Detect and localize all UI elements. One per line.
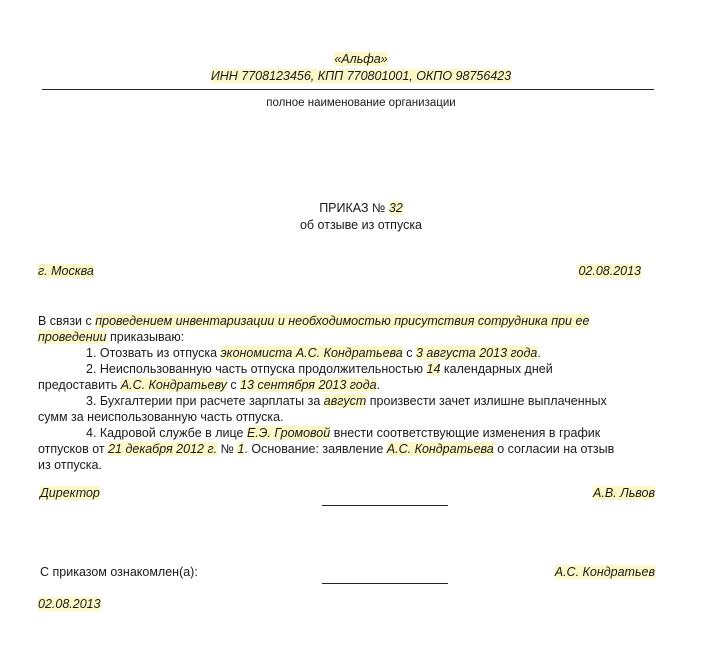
body-item-3b: сумм за неиспользованную часть отпуска. — [38, 410, 284, 424]
director-name: А.В. Львов — [593, 486, 655, 500]
body-item-3a: 3. Бухгалтерии при расчете зарплаты за август произвести зачет излишне выплаченных — [86, 394, 607, 408]
body-item-2b: предоставить А.С. Кондратьеву с 13 сентября 2013 года. — [38, 378, 381, 392]
body-item-1: 1. Отозвать из отпуска экономиста А.С. Кондратьева с 3 августа 2013 года. — [86, 346, 541, 360]
director-title: Директор — [40, 486, 100, 500]
ack-signature-line — [322, 583, 448, 584]
org-underline — [42, 89, 654, 90]
ack-name: А.С. Кондратьев — [554, 565, 655, 579]
director-signature-line — [322, 505, 448, 506]
body-line-2: проведении приказываю: — [38, 330, 185, 344]
body-item-4a: 4. Кадровой службе в лице Е.Э. Громовой внести соответствующие изменения в график — [86, 426, 601, 440]
body-line-1: В связи с проведением инвентаризации и необходимостью присутствия сотрудника при ее — [38, 314, 590, 328]
order-subtitle: об отзыве из отпуска — [299, 218, 423, 232]
ack-date: 02.08.2013 — [38, 597, 101, 611]
order-date: 02.08.2013 — [578, 264, 641, 278]
org-name: «Альфа» — [334, 52, 388, 66]
body-item-4b: отпусков от 21 декабря 2012 г. № 1. Основание: заявление А.С. Кондратьева о согласии на отзыв — [38, 442, 615, 456]
org-caption: полное наименование организации — [266, 97, 456, 109]
org-codes: ИНН 7708123456, КПП 770801001, ОКПО 98756423 — [210, 69, 512, 83]
order-title: ПРИКАЗ № 32 — [319, 201, 403, 215]
order-city: г. Москва — [38, 264, 94, 278]
body-item-4c: из отпуска. — [38, 458, 102, 472]
body-item-2a: 2. Неиспользованную часть отпуска продолжительностью 14 календарных дней — [86, 362, 553, 376]
ack-label: С приказом ознакомлен(а): — [40, 565, 198, 579]
order-number: 32 — [388, 201, 403, 215]
